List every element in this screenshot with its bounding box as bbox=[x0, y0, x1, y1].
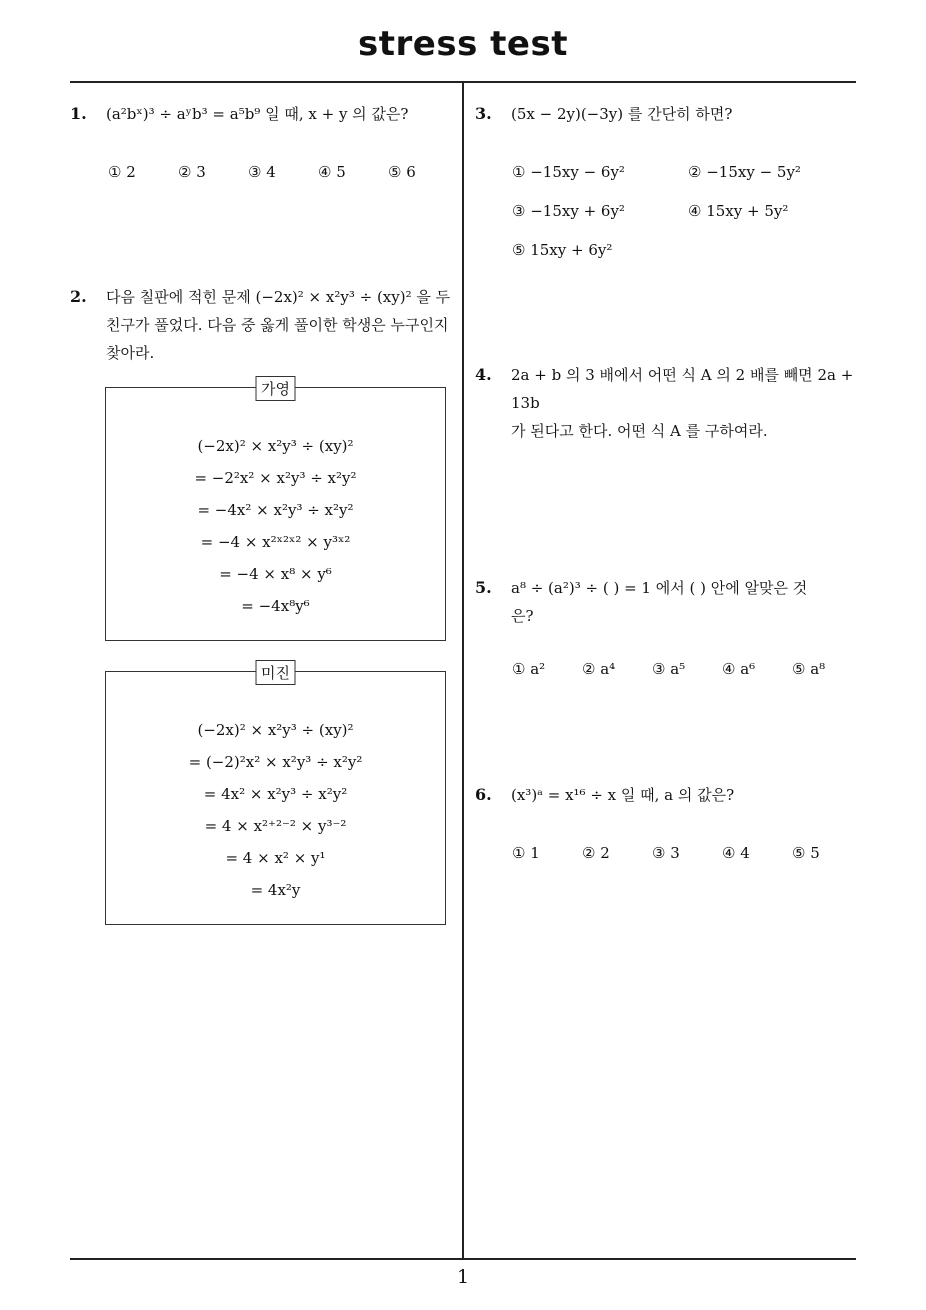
choice-5[interactable]: ⑤ 6 bbox=[388, 163, 416, 181]
question-2 bbox=[70, 283, 460, 373]
step-2: = (−2)²x² × x²y³ ÷ x²y² bbox=[188, 753, 363, 771]
footer-rule bbox=[70, 1258, 856, 1260]
choice-1[interactable]: ① 1 bbox=[512, 844, 540, 862]
question-stem bbox=[511, 574, 863, 630]
q5-choices bbox=[512, 660, 857, 682]
choice-5[interactable]: ⑤ 15xy + 6y² bbox=[512, 241, 613, 259]
question-number: 4. bbox=[475, 365, 492, 384]
choice-4[interactable]: ④ a⁶ bbox=[722, 660, 756, 678]
question-5 bbox=[475, 574, 865, 634]
question-3 bbox=[475, 100, 860, 130]
step-5: = −4 × x⁸ × y⁶ bbox=[219, 565, 332, 583]
choice-2[interactable]: ② 3 bbox=[178, 163, 206, 181]
question-4 bbox=[475, 361, 865, 440]
stem-line-3: 찾아라. bbox=[106, 344, 155, 362]
box-label: 가영 bbox=[255, 376, 296, 401]
page-number: 1 bbox=[456, 1266, 470, 1288]
stem-line-1: 2a + b 의 3 배에서 어떤 식 A 의 2 배를 빼면 2a + 13b bbox=[511, 366, 854, 412]
step-5: = 4 × x² × y¹ bbox=[225, 849, 326, 867]
choice-4[interactable]: ④ 15xy + 5y² bbox=[688, 202, 789, 220]
choice-3[interactable]: ③ −15xy + 6y² bbox=[512, 202, 625, 220]
step-3: = −4x² × x²y³ ÷ x²y² bbox=[197, 501, 354, 519]
question-6 bbox=[475, 781, 860, 811]
column-divider bbox=[462, 82, 464, 1259]
step-1: (−2x)² × x²y³ ÷ (xy)² bbox=[197, 721, 354, 739]
solution-steps bbox=[106, 714, 445, 906]
step-2: = −2²x² × x²y³ ÷ x²y² bbox=[194, 469, 357, 487]
choice-1[interactable]: ① 2 bbox=[108, 163, 136, 181]
question-number: 6. bbox=[475, 785, 492, 804]
q6-choices bbox=[512, 844, 857, 866]
question-stem: (5x − 2y)(−3y) 를 간단히 하면? bbox=[511, 105, 733, 123]
solution-steps bbox=[106, 430, 445, 622]
stem-line-1: a⁸ ÷ (a²)³ ÷ ( ) = 1 에서 ( ) 안에 알맞은 것 bbox=[511, 579, 808, 597]
step-6: = −4x⁸y⁶ bbox=[241, 597, 310, 615]
step-4: = 4 × x²⁺²⁻² × y³⁻² bbox=[204, 817, 347, 835]
choice-5[interactable]: ⑤ 5 bbox=[792, 844, 820, 862]
question-number: 2. bbox=[70, 287, 87, 306]
solution-box-gayoung bbox=[105, 380, 446, 641]
choice-2[interactable]: ② −15xy − 5y² bbox=[688, 163, 801, 181]
stem-line-2: 은? bbox=[511, 607, 534, 625]
stem-line-2: 친구가 풀었다. 다음 중 옳게 풀이한 학생은 누구인지 bbox=[106, 316, 449, 334]
question-stem: (x³)ᵃ = x¹⁶ ÷ x 일 때, a 의 값은? bbox=[511, 786, 735, 804]
q3-choices bbox=[512, 163, 857, 263]
question-stem bbox=[106, 283, 458, 367]
stem-line-1: 다음 칠판에 적힌 문제 (−2x)² × x²y³ ÷ (xy)² 을 두 bbox=[106, 288, 451, 306]
step-6: = 4x²y bbox=[250, 881, 301, 899]
choice-4[interactable]: ④ 4 bbox=[722, 844, 750, 862]
step-1: (−2x)² × x²y³ ÷ (xy)² bbox=[197, 437, 354, 455]
q1-choices bbox=[108, 163, 458, 185]
question-number: 5. bbox=[475, 578, 492, 597]
choice-4[interactable]: ④ 5 bbox=[318, 163, 346, 181]
question-stem bbox=[511, 361, 863, 445]
choice-1[interactable]: ① −15xy − 6y² bbox=[512, 163, 625, 181]
page-title: stress test bbox=[358, 24, 568, 64]
stem-line-2: 가 된다고 한다. 어떤 식 A 를 구하여라. bbox=[511, 422, 768, 440]
box-label: 미진 bbox=[255, 660, 296, 685]
solution-box-mijin bbox=[105, 664, 446, 925]
question-stem: (a²bˣ)³ ÷ aʸb³ = a⁵b⁹ 일 때, x + y 의 값은? bbox=[106, 105, 409, 123]
choice-2[interactable]: ② 2 bbox=[582, 844, 610, 862]
step-3: = 4x² × x²y³ ÷ x²y² bbox=[203, 785, 348, 803]
step-4: = −4 × x²ˣ²ˣ² × y³ˣ² bbox=[200, 533, 351, 551]
choice-3[interactable]: ③ 4 bbox=[248, 163, 276, 181]
question-number: 3. bbox=[475, 104, 492, 123]
choice-5[interactable]: ⑤ a⁸ bbox=[792, 660, 826, 678]
choice-2[interactable]: ② a⁴ bbox=[582, 660, 616, 678]
question-1 bbox=[70, 100, 455, 130]
choice-3[interactable]: ③ 3 bbox=[652, 844, 680, 862]
question-number: 1. bbox=[70, 104, 87, 123]
choice-1[interactable]: ① a² bbox=[512, 660, 546, 678]
choice-3[interactable]: ③ a⁵ bbox=[652, 660, 686, 678]
